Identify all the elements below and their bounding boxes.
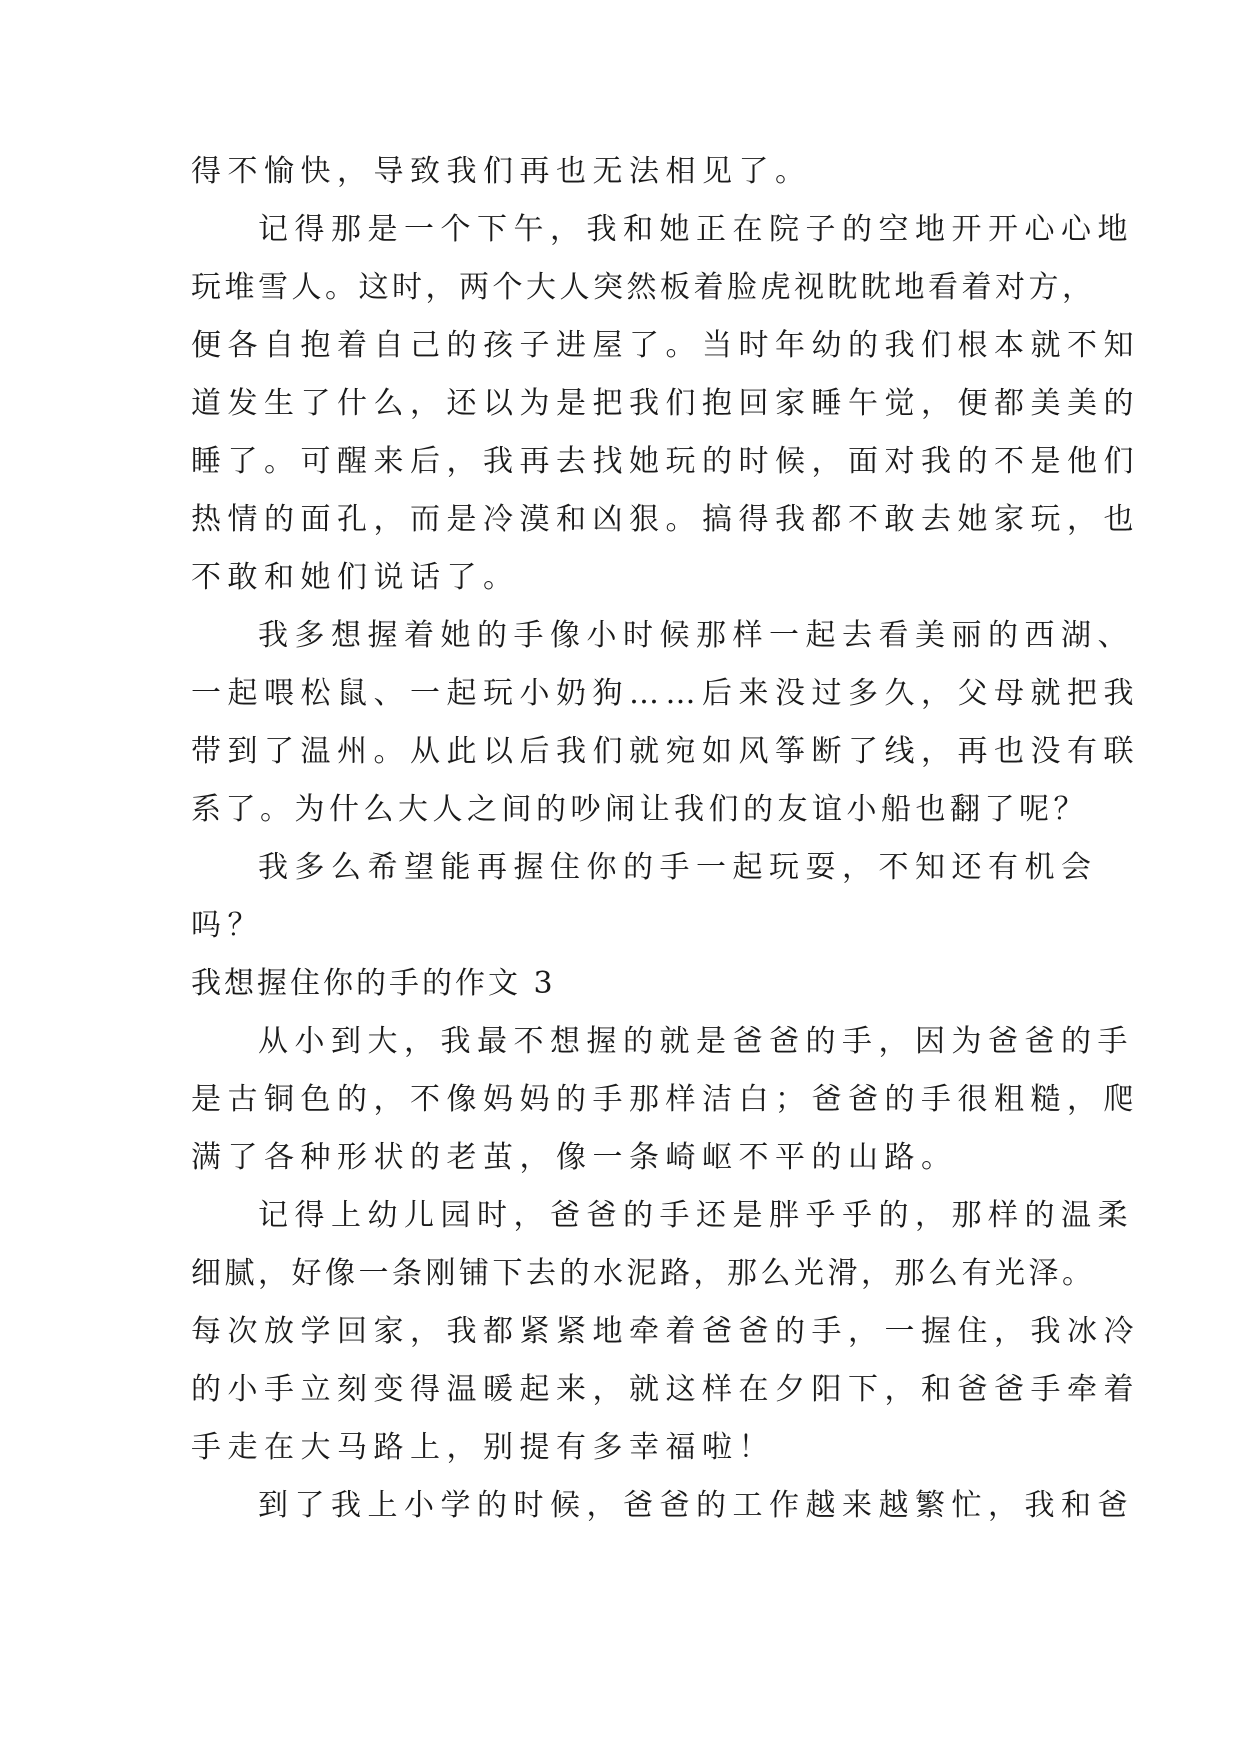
text-line: 玩堆雪人。这时，两个大人突然板着脸虎视眈眈地看着对方， xyxy=(191,270,1096,305)
paragraph-start: 我多么希望能再握住你的手一起玩耍，不知还有机会 xyxy=(258,850,1098,885)
text-line: 的小手立刻变得温暖起来，就这样在夕阳下，和爸爸手牵着 xyxy=(191,1372,1140,1407)
paragraph-start: 到了我上小学的时候，爸爸的工作越来越繁忙，我和爸 xyxy=(258,1488,1134,1523)
text-line: 睡了。可醒来后，我再去找她玩的时候，面对我的不是他们 xyxy=(191,444,1140,479)
paragraph-start: 从小到大，我最不想握的就是爸爸的手，因为爸爸的手 xyxy=(258,1024,1134,1059)
text-line: 满了各种形状的老茧，像一条崎岖不平的山路。 xyxy=(191,1140,958,1175)
paragraph-start: 记得上幼儿园时，爸爸的手还是胖乎乎的，那样的温柔 xyxy=(258,1198,1134,1233)
text-line: 细腻，好像一条刚铺下去的水泥路，那么光滑，那么有光泽。 xyxy=(191,1256,1096,1291)
text-line: 系了。为什么大人之间的吵闹让我们的友谊小船也翻了呢？ xyxy=(191,792,1088,827)
text-line: 带到了温州。从此以后我们就宛如风筝断了线，再也没有联 xyxy=(191,734,1140,769)
text-line: 不敢和她们说话了。 xyxy=(191,560,520,595)
text-line: 道发生了什么，还以为是把我们抱回家睡午觉，便都美美的 xyxy=(191,386,1140,421)
paragraph-start: 记得那是一个下午，我和她正在院子的空地开开心心地 xyxy=(258,212,1134,247)
text-line: 吗？ xyxy=(191,908,264,943)
text-line: 热情的面孔，而是冷漠和凶狠。搞得我都不敢去她家玩，也 xyxy=(191,502,1140,537)
text-line: 手走在大马路上，别提有多幸福啦！ xyxy=(191,1430,775,1465)
text-line: 得不愉快，导致我们再也无法相见了。 xyxy=(191,154,812,189)
text-line: 便各自抱着自己的孩子进屋了。当时年幼的我们根本就不知 xyxy=(191,328,1140,363)
text-line: 每次放学回家，我都紧紧地牵着爸爸的手，一握住，我冰冷 xyxy=(191,1314,1140,1349)
text-line: 是古铜色的，不像妈妈的手那样洁白；爸爸的手很粗糙，爬 xyxy=(191,1082,1140,1117)
section-heading: 我想握住你的手的作文 3 xyxy=(191,966,556,1001)
paragraph-start: 我多想握着她的手像小时候那样一起去看美丽的西湖、 xyxy=(258,618,1134,653)
text-line: 一起喂松鼠、一起玩小奶狗……后来没过多久，父母就把我 xyxy=(191,676,1140,711)
